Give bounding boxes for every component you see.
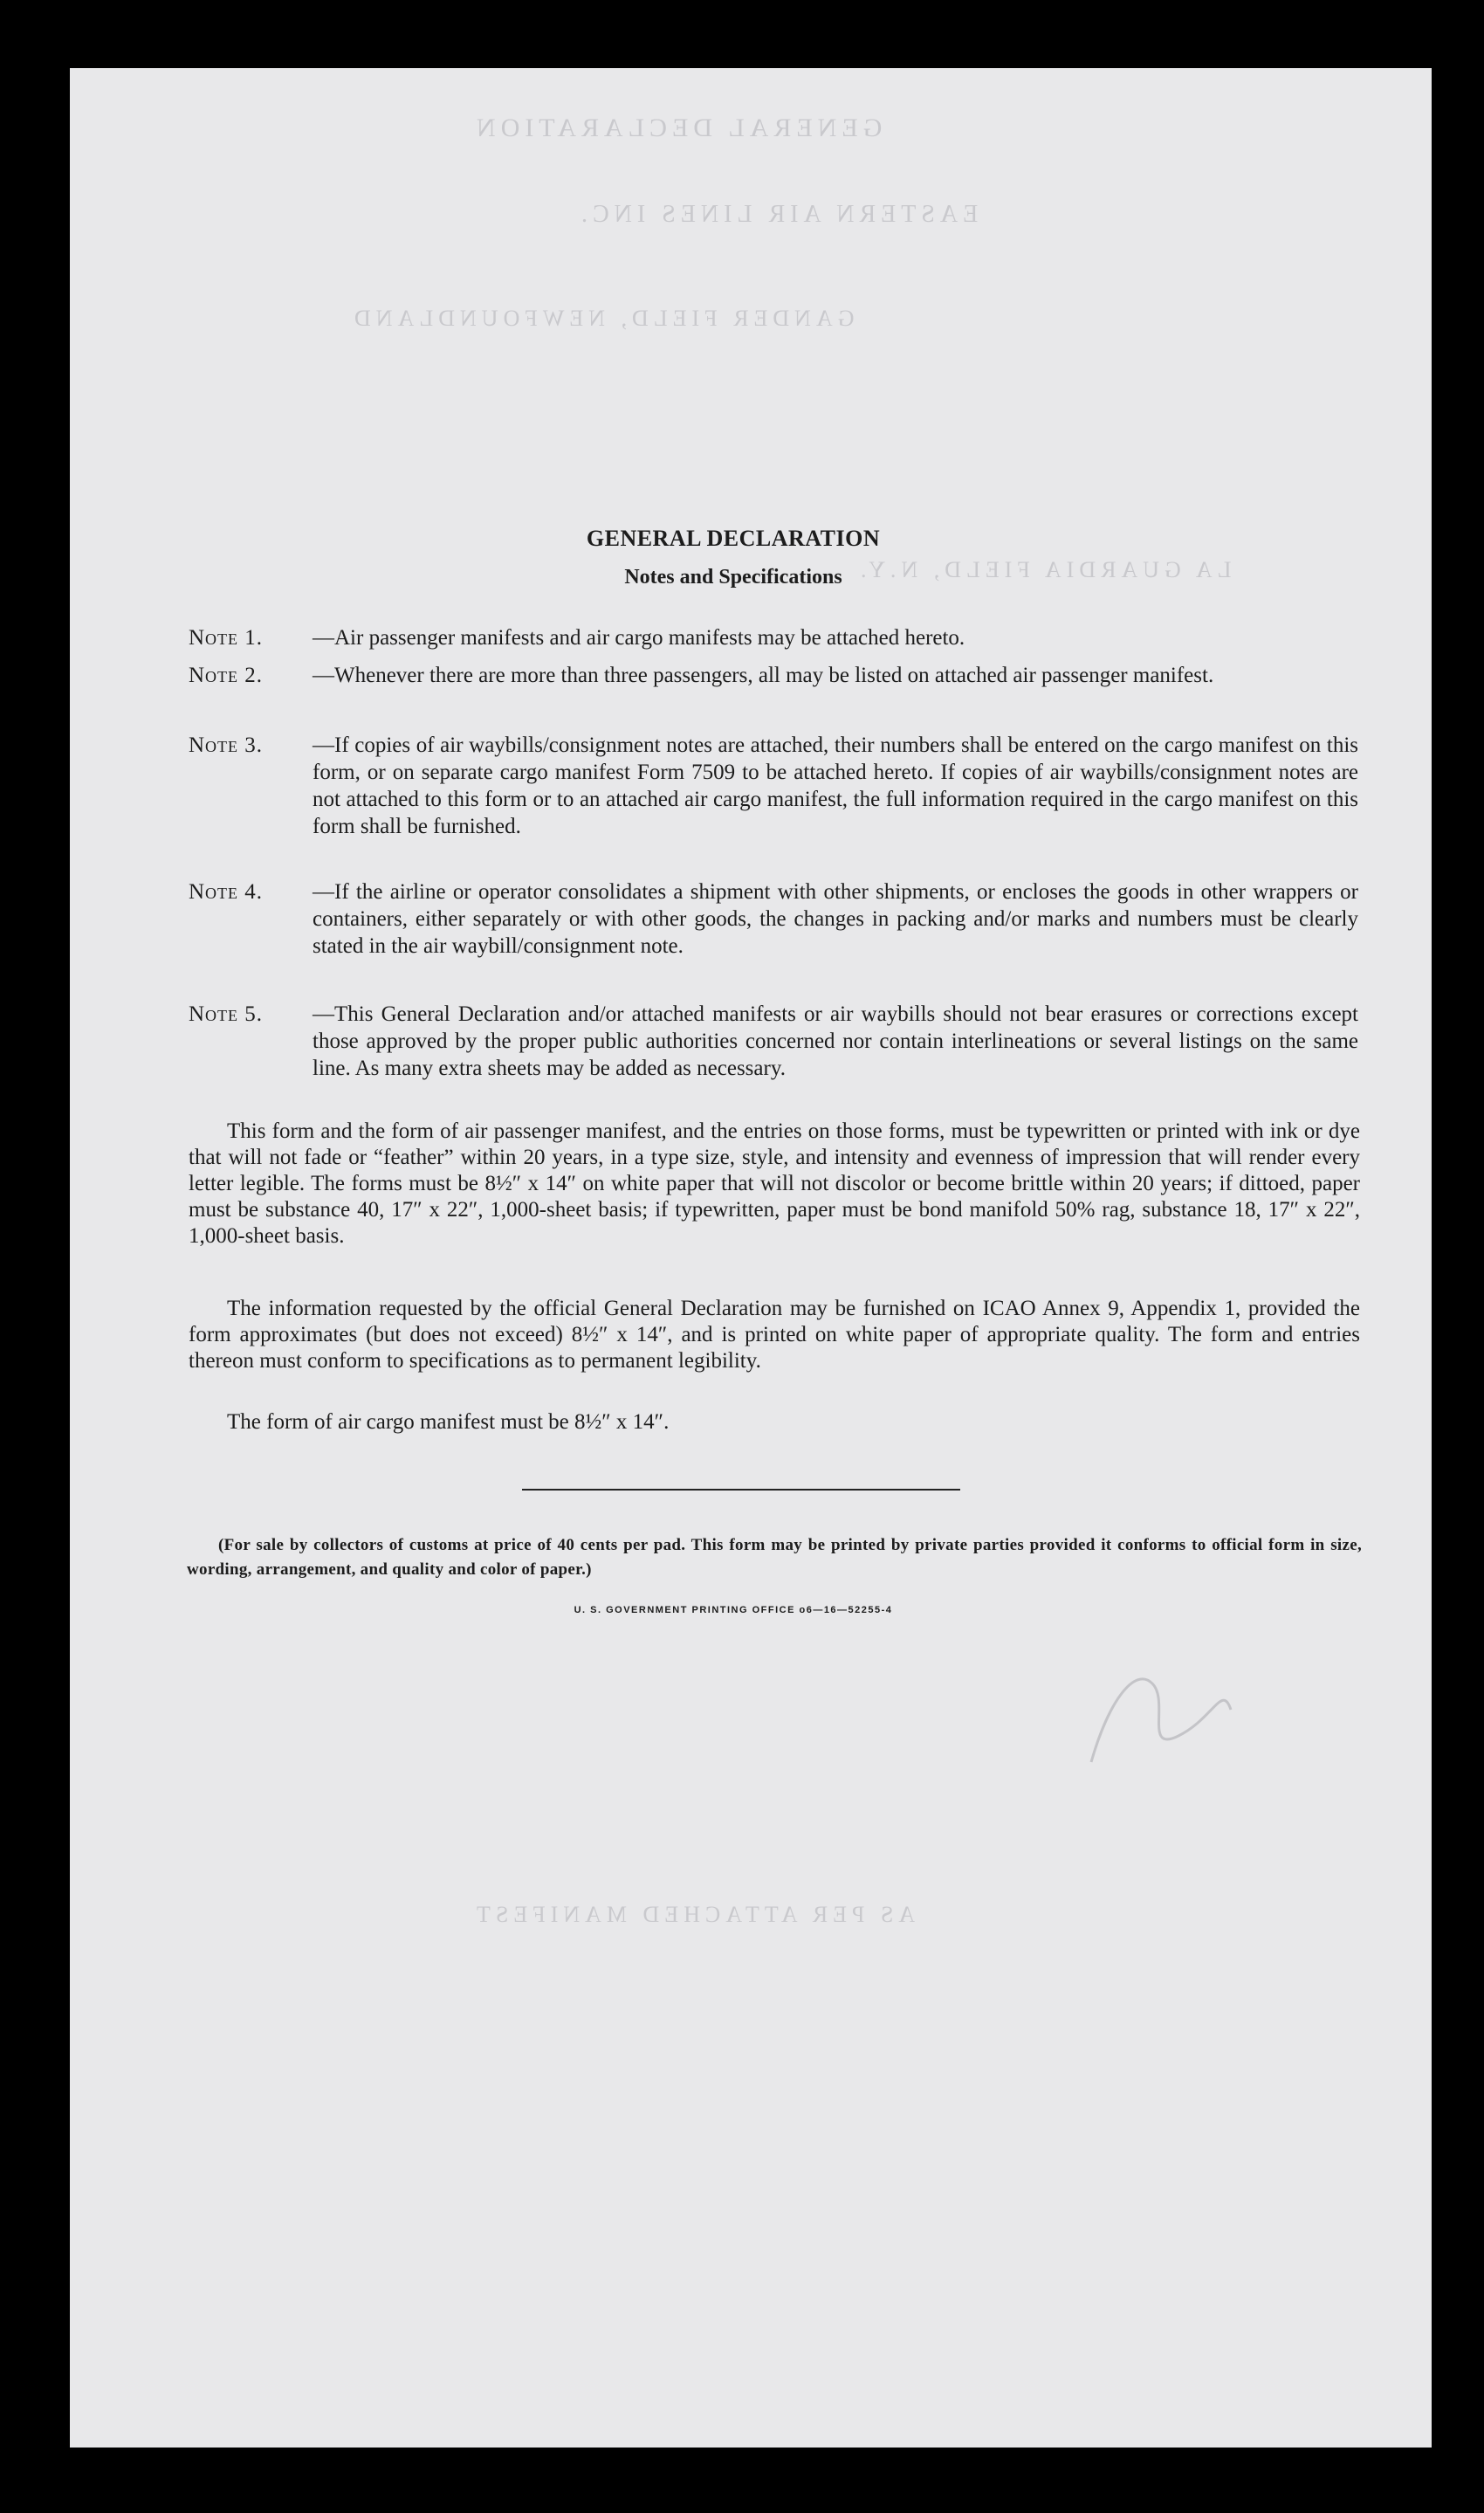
note-text: —If copies of air waybills/consignment notes are attached, their numbers shall be entered on the cargo manifest on this form, or on separate cargo manifest Form 7509 to be attached hereto. If copies of air waybills/consignment notes are not attached to this form or to an attached air cargo manifest, the full information required in the cargo manifest on this form shall be furnished. bbox=[313, 733, 1358, 838]
bleed-through-destination: LA GUARDIA FIELD, N.Y. bbox=[855, 557, 1232, 582]
note-text: —Whenever there are more than three passengers, all may be listed on attached air passenger manifest. bbox=[313, 664, 1214, 687]
note-text: —This General Declaration and/or attached manifests or air waybills should not bear erasures or corrections except those approved by the proper public authorities concerned nor contain interlineations or several listings on the same line. As many extra sheets may be added as necessary. bbox=[313, 1002, 1358, 1080]
note-3 bbox=[189, 732, 1358, 840]
paragraph-form-requirements: This form and the form of air passenger manifest, and the entries on those forms, must be typewritten or printed with ink or dye that will not fade or “feather” within 20 years, in a type size, style, and intensity and evenness of impression that will render every letter legible. The forms must be 8½″ x 14″ on white paper that will not discolor or become brittle within 20 years; if dittoed, paper must be substance 40, 17″ x 22″, 1,000-sheet basis; if typewritten, paper must be bond manifold 50% rag, substance 18, 17″ x 22″, 1,000-sheet basis. bbox=[189, 1119, 1360, 1248]
note-4 bbox=[189, 878, 1358, 960]
note-label: Note 1. bbox=[189, 626, 264, 650]
bleed-through-title: GENERAL DECLARATION bbox=[471, 114, 883, 142]
page-subtitle: Notes and Specifications bbox=[624, 566, 842, 589]
bleed-through-origin: GANDER FIELD, NEWFOUNDLAND bbox=[349, 306, 855, 331]
note-label: Note 2. bbox=[189, 664, 264, 687]
note-5 bbox=[189, 1001, 1358, 1082]
paragraph-cargo-manifest-size: The form of air cargo manifest must be 8½″ x 14″. bbox=[227, 1410, 670, 1434]
paragraph-icao-annex: The information requested by the official General Declaration may be furnished on ICAO Annex 9, Appendix 1, provided the form approximates (but does not exceed) 8½″ x 14″, and is printed on white paper of appropriate quality. The form and entries thereon must conform to specifications as to permanent legibility. bbox=[189, 1297, 1360, 1373]
bleed-through-signature bbox=[1074, 1649, 1248, 1788]
note-label: Note 5. bbox=[189, 1002, 264, 1026]
note-text: —If the airline or operator consolidates a shipment with other shipments, or encloses the goods in other wrappers or containers, either separately or with other goods, the changes in packing and/or marks and numbers must be clearly stated in the air waybill/consignment note. bbox=[313, 880, 1358, 958]
sale-notice: (For sale by collectors of customs at price of 40 cents per pad. This form may be printed by private parties provided it conforms to official form in size, wording, arrangement, and quality and color of paper.) bbox=[187, 1536, 1362, 1579]
note-text: —Air passenger manifests and air cargo manifests may be attached hereto. bbox=[313, 626, 965, 650]
note-label: Note 4. bbox=[189, 880, 264, 904]
note-label: Note 3. bbox=[189, 733, 264, 757]
bleed-through-manifest: AS PER ATTACHED MANIFEST bbox=[471, 1902, 916, 1927]
printer-imprint: U. S. GOVERNMENT PRINTING OFFICE o6—16—52255-4 bbox=[574, 1605, 893, 1615]
document-page bbox=[70, 68, 1432, 2448]
note-2 bbox=[189, 662, 1358, 689]
bleed-through-airline: EASTERN AIR LINES INC. bbox=[576, 201, 979, 228]
note-1 bbox=[189, 624, 1358, 651]
divider-rule bbox=[522, 1489, 960, 1491]
page-title: GENERAL DECLARATION bbox=[586, 526, 881, 551]
